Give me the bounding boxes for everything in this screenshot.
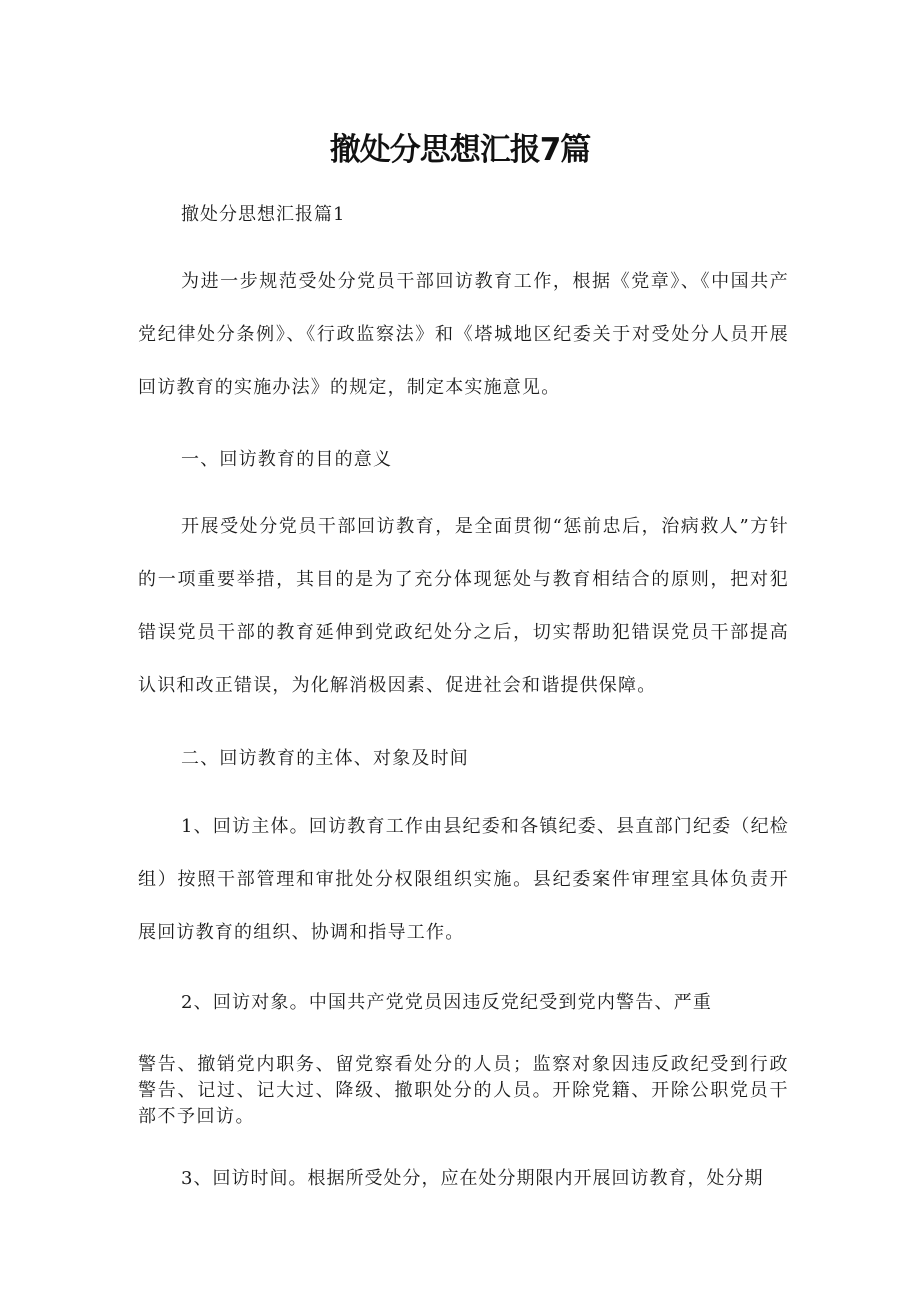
paragraph-target-first-line: 2、回访对象。中国共产党党员因违反党纪受到党内警告、严重 (181, 992, 713, 1013)
heading-purpose: 一、回访教育的目的意义 (181, 449, 393, 470)
document-title: 撤处分思想汇报7篇 (329, 132, 591, 168)
paragraph-intro: 为进一步规范受处分党员干部回访教育工作，根据《党章》、《中国共产党纪律处分条例》、《行政监察法》和《塔城地区纪委关于对受处分人员开展回访教育的实施办法》的规定，制定本实施意见。 (138, 271, 789, 398)
paragraph-time: 3、回访时间。根据所受处分，应在处分期限内开展回访教育，处分期 (181, 1168, 764, 1189)
heading-subject: 二、回访教育的主体、对象及时间 (181, 748, 469, 769)
paragraph-purpose: 开展受处分党员干部回访教育，是全面贯彻“惩前忠后，治病救人”方针的一项重要举措，其目的是为了充分体现惩处与教育相结合的原则，把对犯错误党员干部的教育延伸到党政纪处分之后，切实帮助犯错误党员干部提高认识和改正错误，为化解消极因素、促进社会和谐提供保障。 (138, 516, 789, 696)
paragraph-subject: 1、回访主体。回访教育工作由县纪委和各镇纪委、县直部门纪委（纪检组）按照干部管理和审批处分权限组织实施。县纪委案件审理室具体负责开展回访教育的组织、协调和指导工作。 (138, 816, 789, 943)
section-subtitle: 撤处分思想汇报篇1 (181, 204, 346, 225)
paragraph-target-continued: 警告、撤销党内职务、留党察看处分的人员；监察对象因违反政纪受到行政警告、记过、记大过、降级、撤职处分的人员。开除党籍、开除公职党员干部不予回访。 (138, 1054, 789, 1127)
